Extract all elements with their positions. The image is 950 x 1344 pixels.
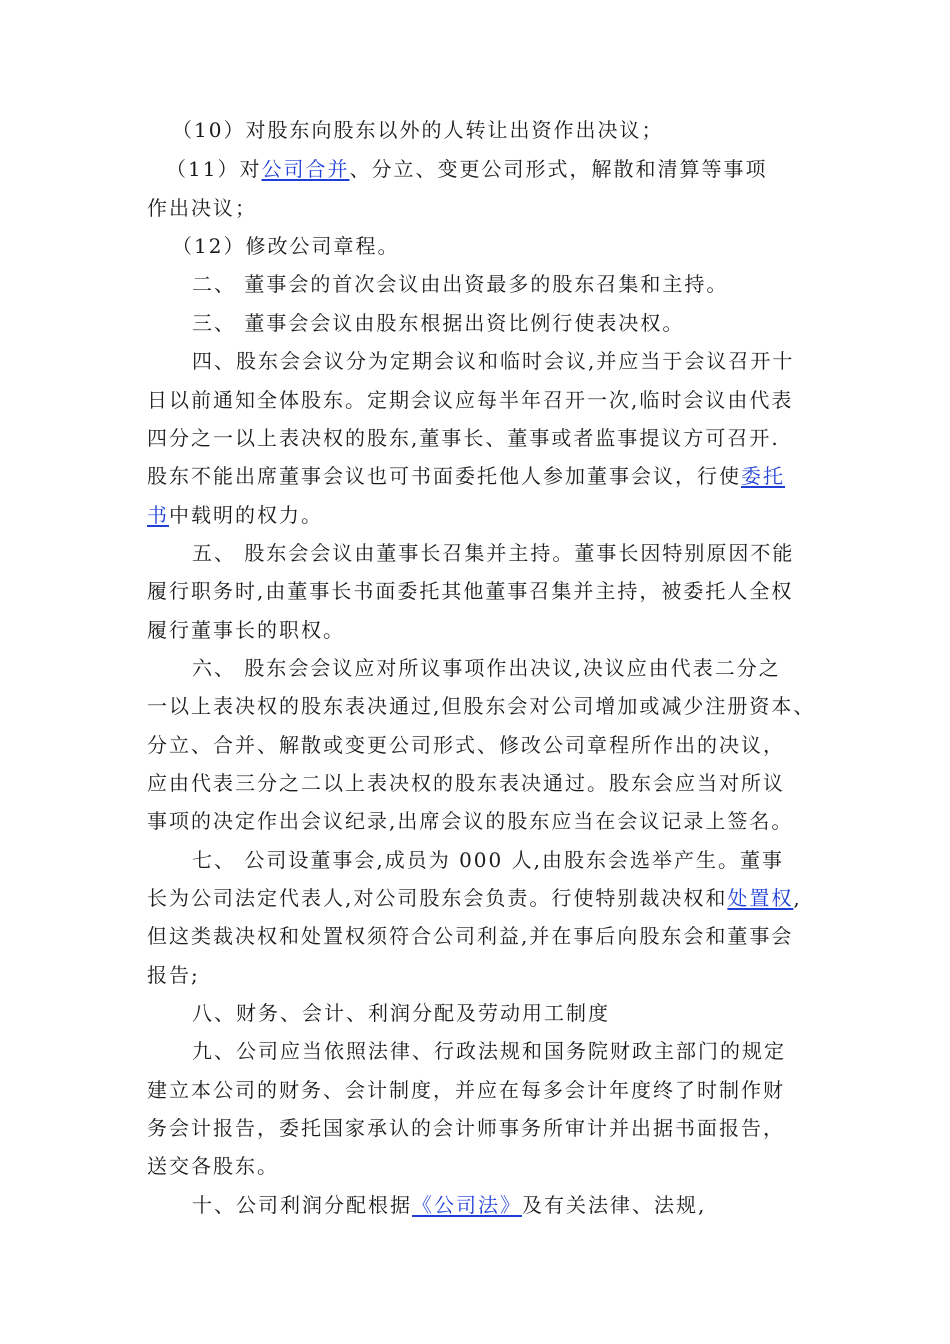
text-segment: 报告;	[147, 963, 200, 987]
text-line	[192, 1038, 786, 1064]
text-line	[192, 540, 794, 566]
text-line	[147, 578, 793, 604]
text-line	[192, 310, 684, 336]
text-line	[147, 1077, 785, 1103]
hyperlink[interactable]: 书	[147, 503, 169, 527]
text-line	[147, 463, 785, 489]
text-line	[147, 923, 793, 949]
hyperlink[interactable]: 《公司法》	[412, 1193, 522, 1217]
text-segment: 建立本公司的财务、会计制度，并应在每多会计年度终了时制作财	[147, 1078, 785, 1102]
text-segment: 履行董事长的职权。	[147, 618, 345, 642]
text-segment: 股东不能出席董事会议也可书面委托他人参加董事会议，行使	[147, 464, 741, 488]
text-line	[147, 502, 323, 528]
text-line	[147, 962, 200, 988]
text-segment: 长为公司法定代表人,对公司股东会负责。行使特别裁决权和	[147, 886, 728, 910]
text-line	[172, 233, 399, 259]
text-line	[147, 808, 793, 834]
text-segment: 八、财务、会计、利润分配及劳动用工制度	[192, 1001, 610, 1025]
text-line	[147, 425, 780, 451]
text-line	[192, 847, 784, 873]
text-segment: 一以上表决权的股东表决通过,但股东会对公司增加或减少注册资本、	[147, 694, 816, 718]
text-segment: 及有关法律、法规,	[522, 1193, 707, 1217]
text-segment: 务会计报告，委托国家承认的会计师事务所审计并出据书面报告，	[147, 1116, 785, 1140]
text-segment: （10）对股东向股东以外的人转让出资作出决议；	[172, 118, 664, 142]
text-segment: 六、 股东会会议应对所议事项作出决议,决议应由代表二分之	[192, 656, 781, 680]
text-line	[147, 387, 793, 413]
text-line	[147, 195, 257, 221]
text-segment: （12）修改公司章程。	[172, 234, 400, 258]
text-segment: 事项的决定作出会议纪录,出席会议的股东应当在会议记录上签名。	[147, 809, 794, 833]
text-line	[192, 1192, 706, 1218]
text-segment: 、分立、变更公司形式，解散和清算等事项	[349, 157, 768, 181]
text-segment: 九、公司应当依照法律、行政法规和国务院财政主部门的规定	[192, 1039, 786, 1063]
hyperlink[interactable]: 公司合并	[261, 157, 350, 181]
text-segment: 二、 董事会的首次会议由出资最多的股东召集和主持。	[192, 272, 729, 296]
text-segment: 中载明的权力。	[169, 503, 323, 527]
hyperlink[interactable]: 委托	[741, 464, 785, 488]
text-line	[147, 617, 345, 643]
text-line	[147, 885, 802, 911]
text-line	[192, 1000, 610, 1026]
text-segment: ,	[793, 886, 802, 910]
text-segment: 十、公司利润分配根据	[192, 1193, 412, 1217]
text-line	[147, 1115, 785, 1141]
text-segment: 应由代表三分之二以上表决权的股东表决通过。股东会应当对所议	[147, 771, 785, 795]
text-segment: 履行职务时,由董事长书面委托其他董事召集并主持，被委托人全权	[147, 579, 794, 603]
text-line	[147, 732, 785, 758]
text-line	[147, 770, 785, 796]
text-line	[192, 271, 728, 297]
text-line	[192, 348, 794, 374]
text-segment: 四、股东会会议分为定期会议和临时会议,并应当于会议召开十	[192, 349, 795, 373]
text-segment: 四分之一以上表决权的股东,董事长、董事或者监事提议方可召开.	[147, 426, 780, 450]
text-segment: 作出决议；	[147, 196, 257, 220]
text-segment: 送交各股东。	[147, 1154, 279, 1178]
hyperlink[interactable]: 处置权	[727, 886, 794, 910]
text-line	[192, 655, 781, 681]
text-line	[147, 693, 815, 719]
text-line	[166, 156, 767, 182]
text-segment: （11）对	[166, 157, 262, 181]
text-segment: 七、 公司设董事会,成员为 000 人,由股东会选举产生。董事	[192, 848, 784, 872]
text-line	[172, 117, 663, 143]
text-segment: 但这类裁决权和处置权须符合公司利益,并在事后向股东会和董事会	[147, 924, 794, 948]
text-segment: 分立、合并、解散或变更公司形式、修改公司章程所作出的决议，	[147, 733, 785, 757]
text-segment: 五、 股东会会议由董事长召集并主持。董事长因特别原因不能	[192, 541, 795, 565]
text-line	[147, 1153, 279, 1179]
text-segment: 三、 董事会会议由股东根据出资比例行使表决权。	[192, 311, 685, 335]
text-segment: 日以前通知全体股东。定期会议应每半年召开一次,临时会议由代表	[147, 388, 794, 412]
